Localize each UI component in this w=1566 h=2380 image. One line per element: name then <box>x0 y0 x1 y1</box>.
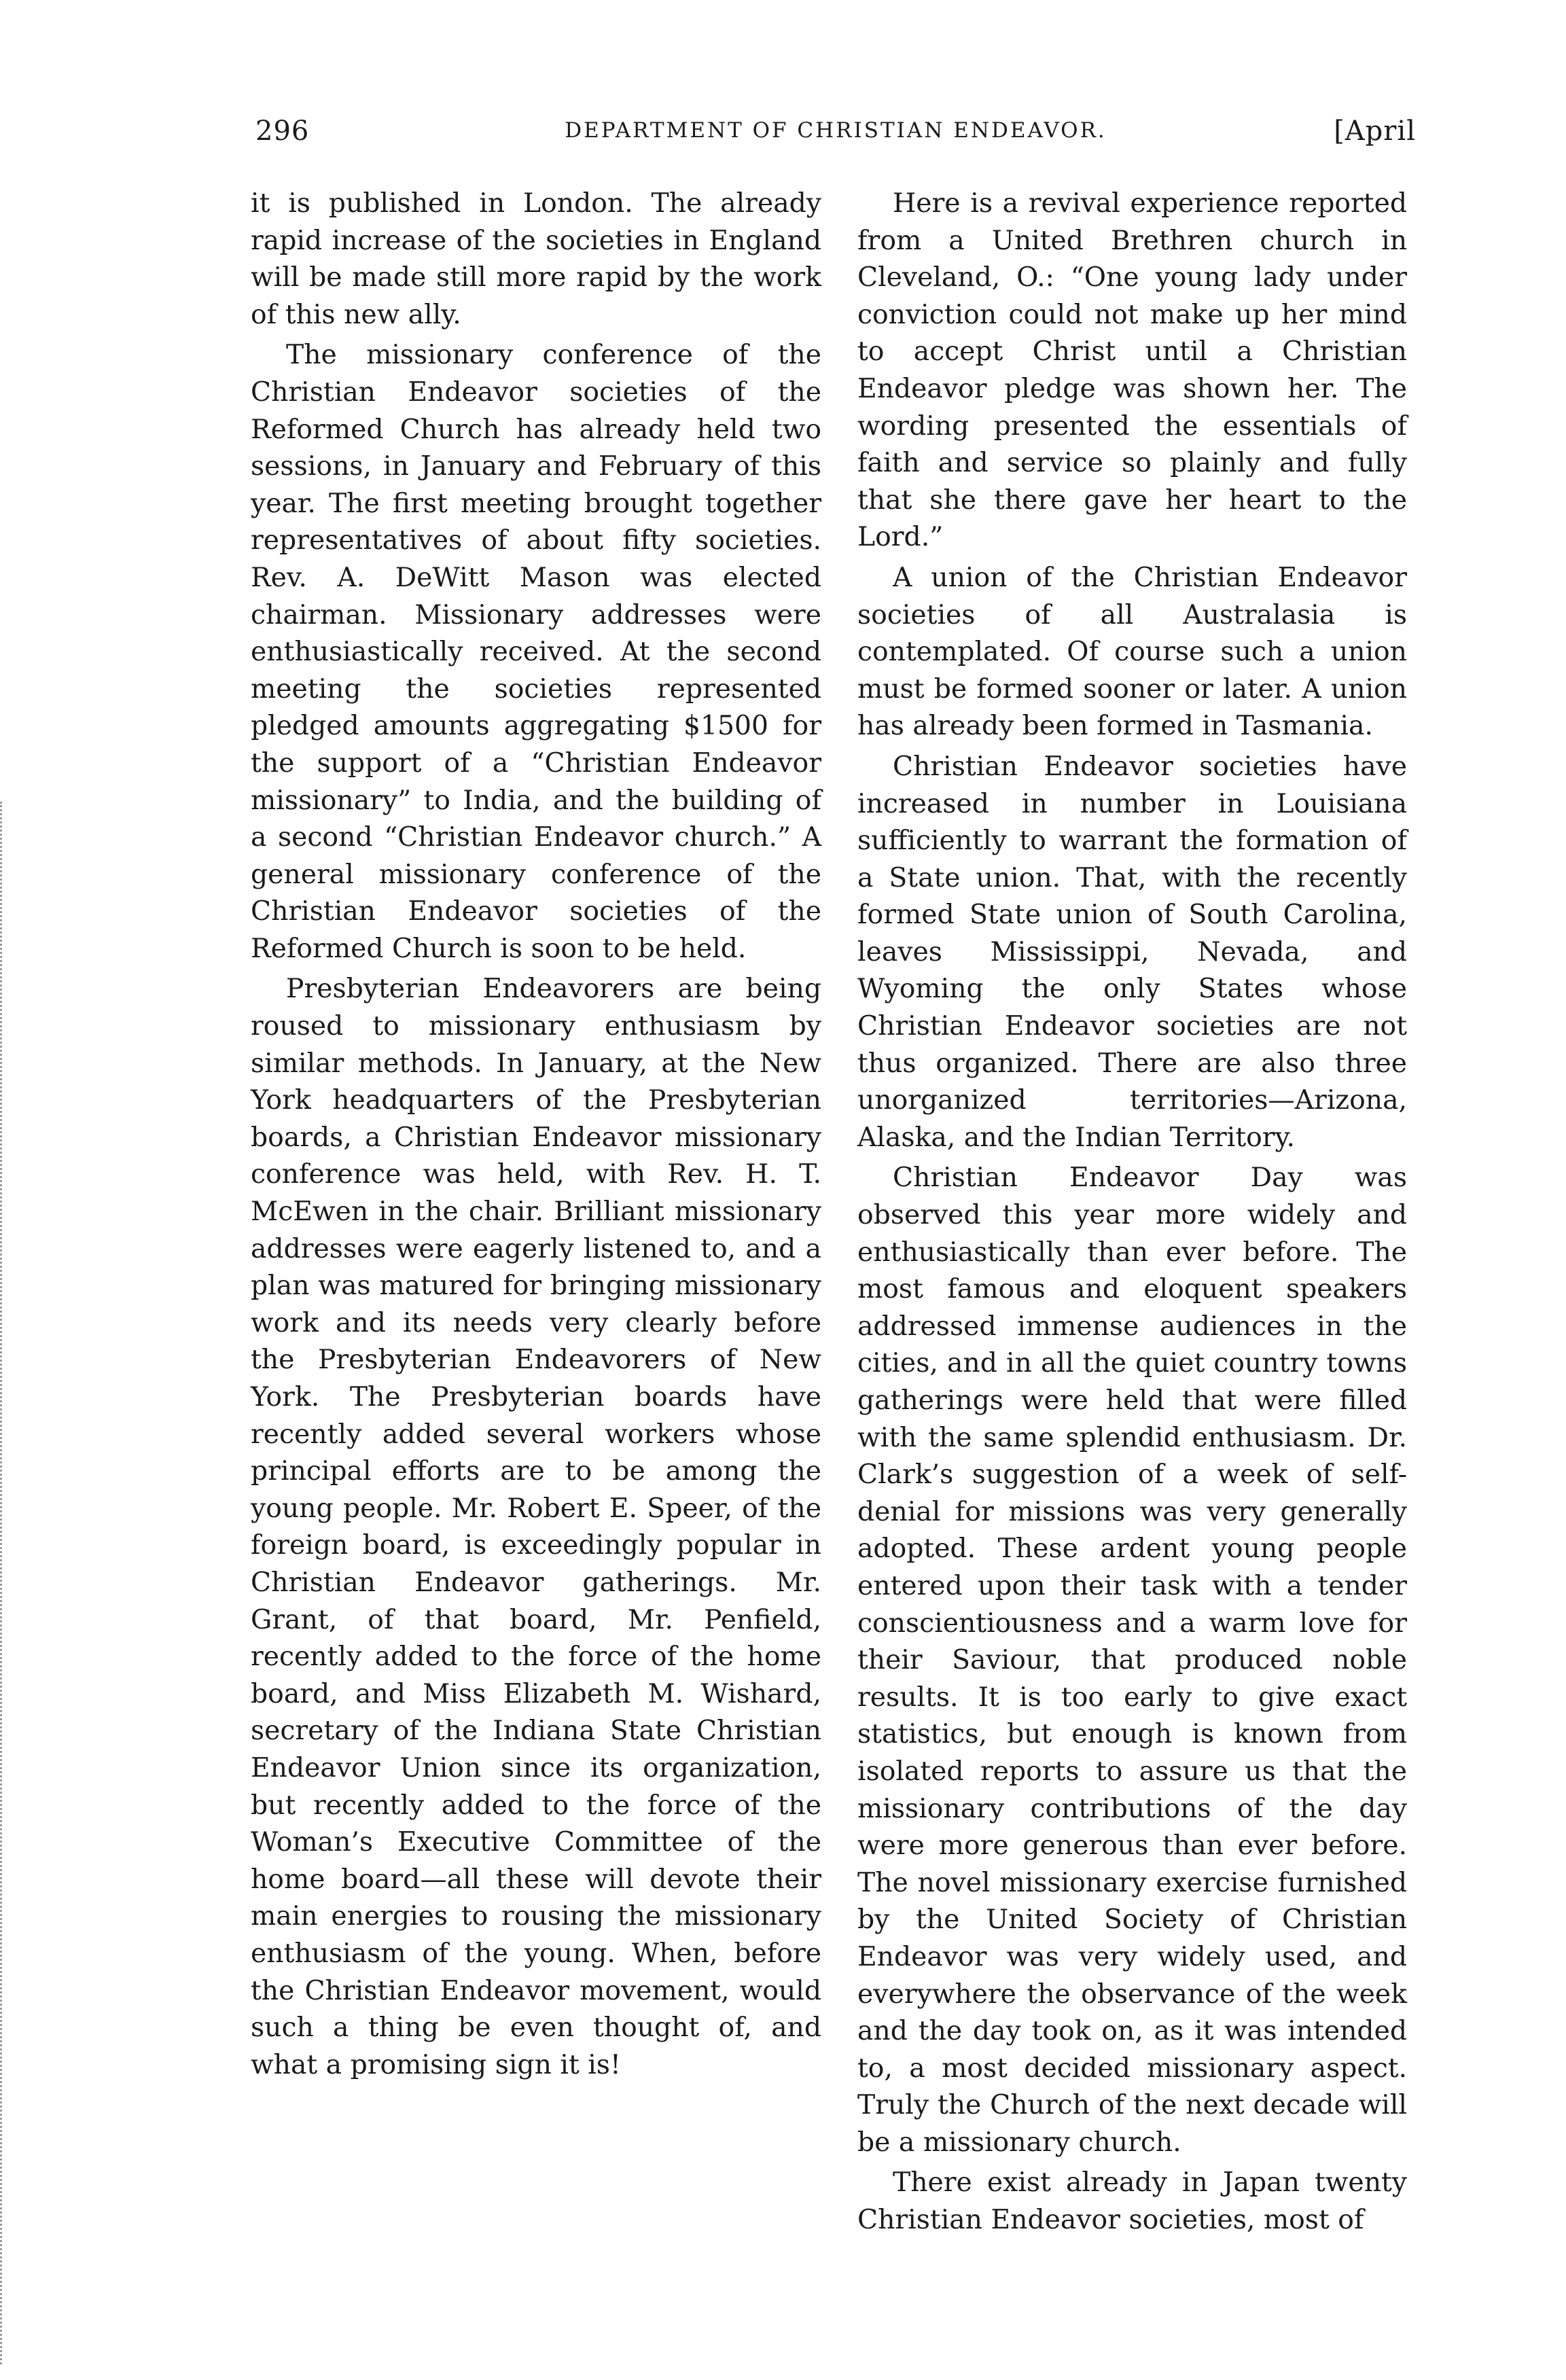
paragraph: it is published in London. The already rapid increase of the societies in England will be made still more rapid by the work of this new ally. <box>251 188 821 330</box>
paragraph: There exist already in Japan twenty Christian Endeavor societies, most of <box>857 2167 1407 2236</box>
right-column <box>857 185 1407 2239</box>
page-edge-rule <box>0 802 4 2364</box>
issue-month: [April <box>1334 116 1416 147</box>
paragraph: Here is a revival experience reported from a United Brethren church in Cleveland, O.: “One young lady under conviction could not make up her mind to accept Christ until a Christian Endeavor pledge was shown her. The wording presented the essentials of faith and service so plainly and fully that she there gave her heart to the Lord.” <box>857 188 1407 553</box>
paragraph: Christian Endeavor Day was observed this year more widely and enthusiastically than ever before. The most famous and eloquent speakers addressed immense audiences in the cities, and in all the quiet country towns gatherings were held that were filled with the same splendid enthusiasm. Dr. Clark’s suggestion of a week of self-denial for missions was very generally adopted. These ardent young people entered upon their task with a tender conscientiousness and a warm love for their Saviour, that produced noble results. It is too early to give exact statistics, but enough is known from isolated reports to assure us that the missionary contributions of the day were more generous than ever before. The novel missionary exercise furnished by the United Society of Christian Endeavor was very widely used, and everywhere the observance of the week and the day took on, as it was intended to, a most decided missionary aspect. Truly the Church of the next decade will be a missionary church. <box>857 1162 1407 2158</box>
paragraph: Presbyterian Endeavorers are being roused to missionary enthusiasm by similar methods. In January, at the New York headquarters of the Presbyterian boards, a Christian Endeavor missionary conference was held, with Rev. H. T. McEwen in the chair. Brilliant missionary addresses were eagerly listened to, and a plan was matured for bringing missionary work and its needs very clearly before the Presbyterian Endeavorers of New York. The Presbyterian boards have recently added several workers whose principal efforts are to be among the young people. Mr. Robert E. Speer, of the foreign board, is exceedingly popular in Christian Endeavor gatherings. Mr. Grant, of that board, Mr. Penfield, recently added to the force of the home board, and Miss Elizabeth M. Wishard, secretary of the Indiana State Christian Endeavor Union since its organization, but recently added to the force of the Woman’s Executive Committee of the home board—all these will devote their main energies to rousing the missionary enthusiasm of the young. When, before the Christian Endeavor movement, would such a thing be even thought of, and what a promising sign it is! <box>251 974 821 2080</box>
paragraph: A union of the Christian Endeavor societies of all Australasia is contemplated. Of course such a union must be formed sooner or later. A union has already been formed in Tasmania. <box>857 562 1407 742</box>
page-header <box>255 116 1416 156</box>
running-title: DEPARTMENT OF CHRISTIAN ENDEAVOR. <box>565 118 1107 143</box>
page-number: 296 <box>255 116 310 147</box>
paragraph: Christian Endeavor societies have increased in number in Louisiana sufficiently to warrant the formation of a State union. That, with the recently formed State union of South Carolina, leaves Mississippi, Nevada, and Wyoming the only States whose Christian Endeavor societies are not thus organized. There are also three unorganized territories—Arizona, Alaska, and the Indian Territory. <box>857 751 1407 1153</box>
paragraph: The missionary conference of the Christian Endeavor societies of the Reformed Church has already held two sessions, in January and February of this year. The first meeting brought together representatives of about fifty societies. Rev. A. DeWitt Mason was elected chairman. Missionary addresses were enthusiastically received. At the second meeting the societies represented pledged amounts aggregating $1500 for the support of a “Christian Endeavor missionary” to India, and the building of a second “Christian Endeavor church.” A general missionary conference of the Christian Endeavor societies of the Reformed Church is soon to be held. <box>251 340 821 964</box>
left-column <box>251 185 821 2084</box>
